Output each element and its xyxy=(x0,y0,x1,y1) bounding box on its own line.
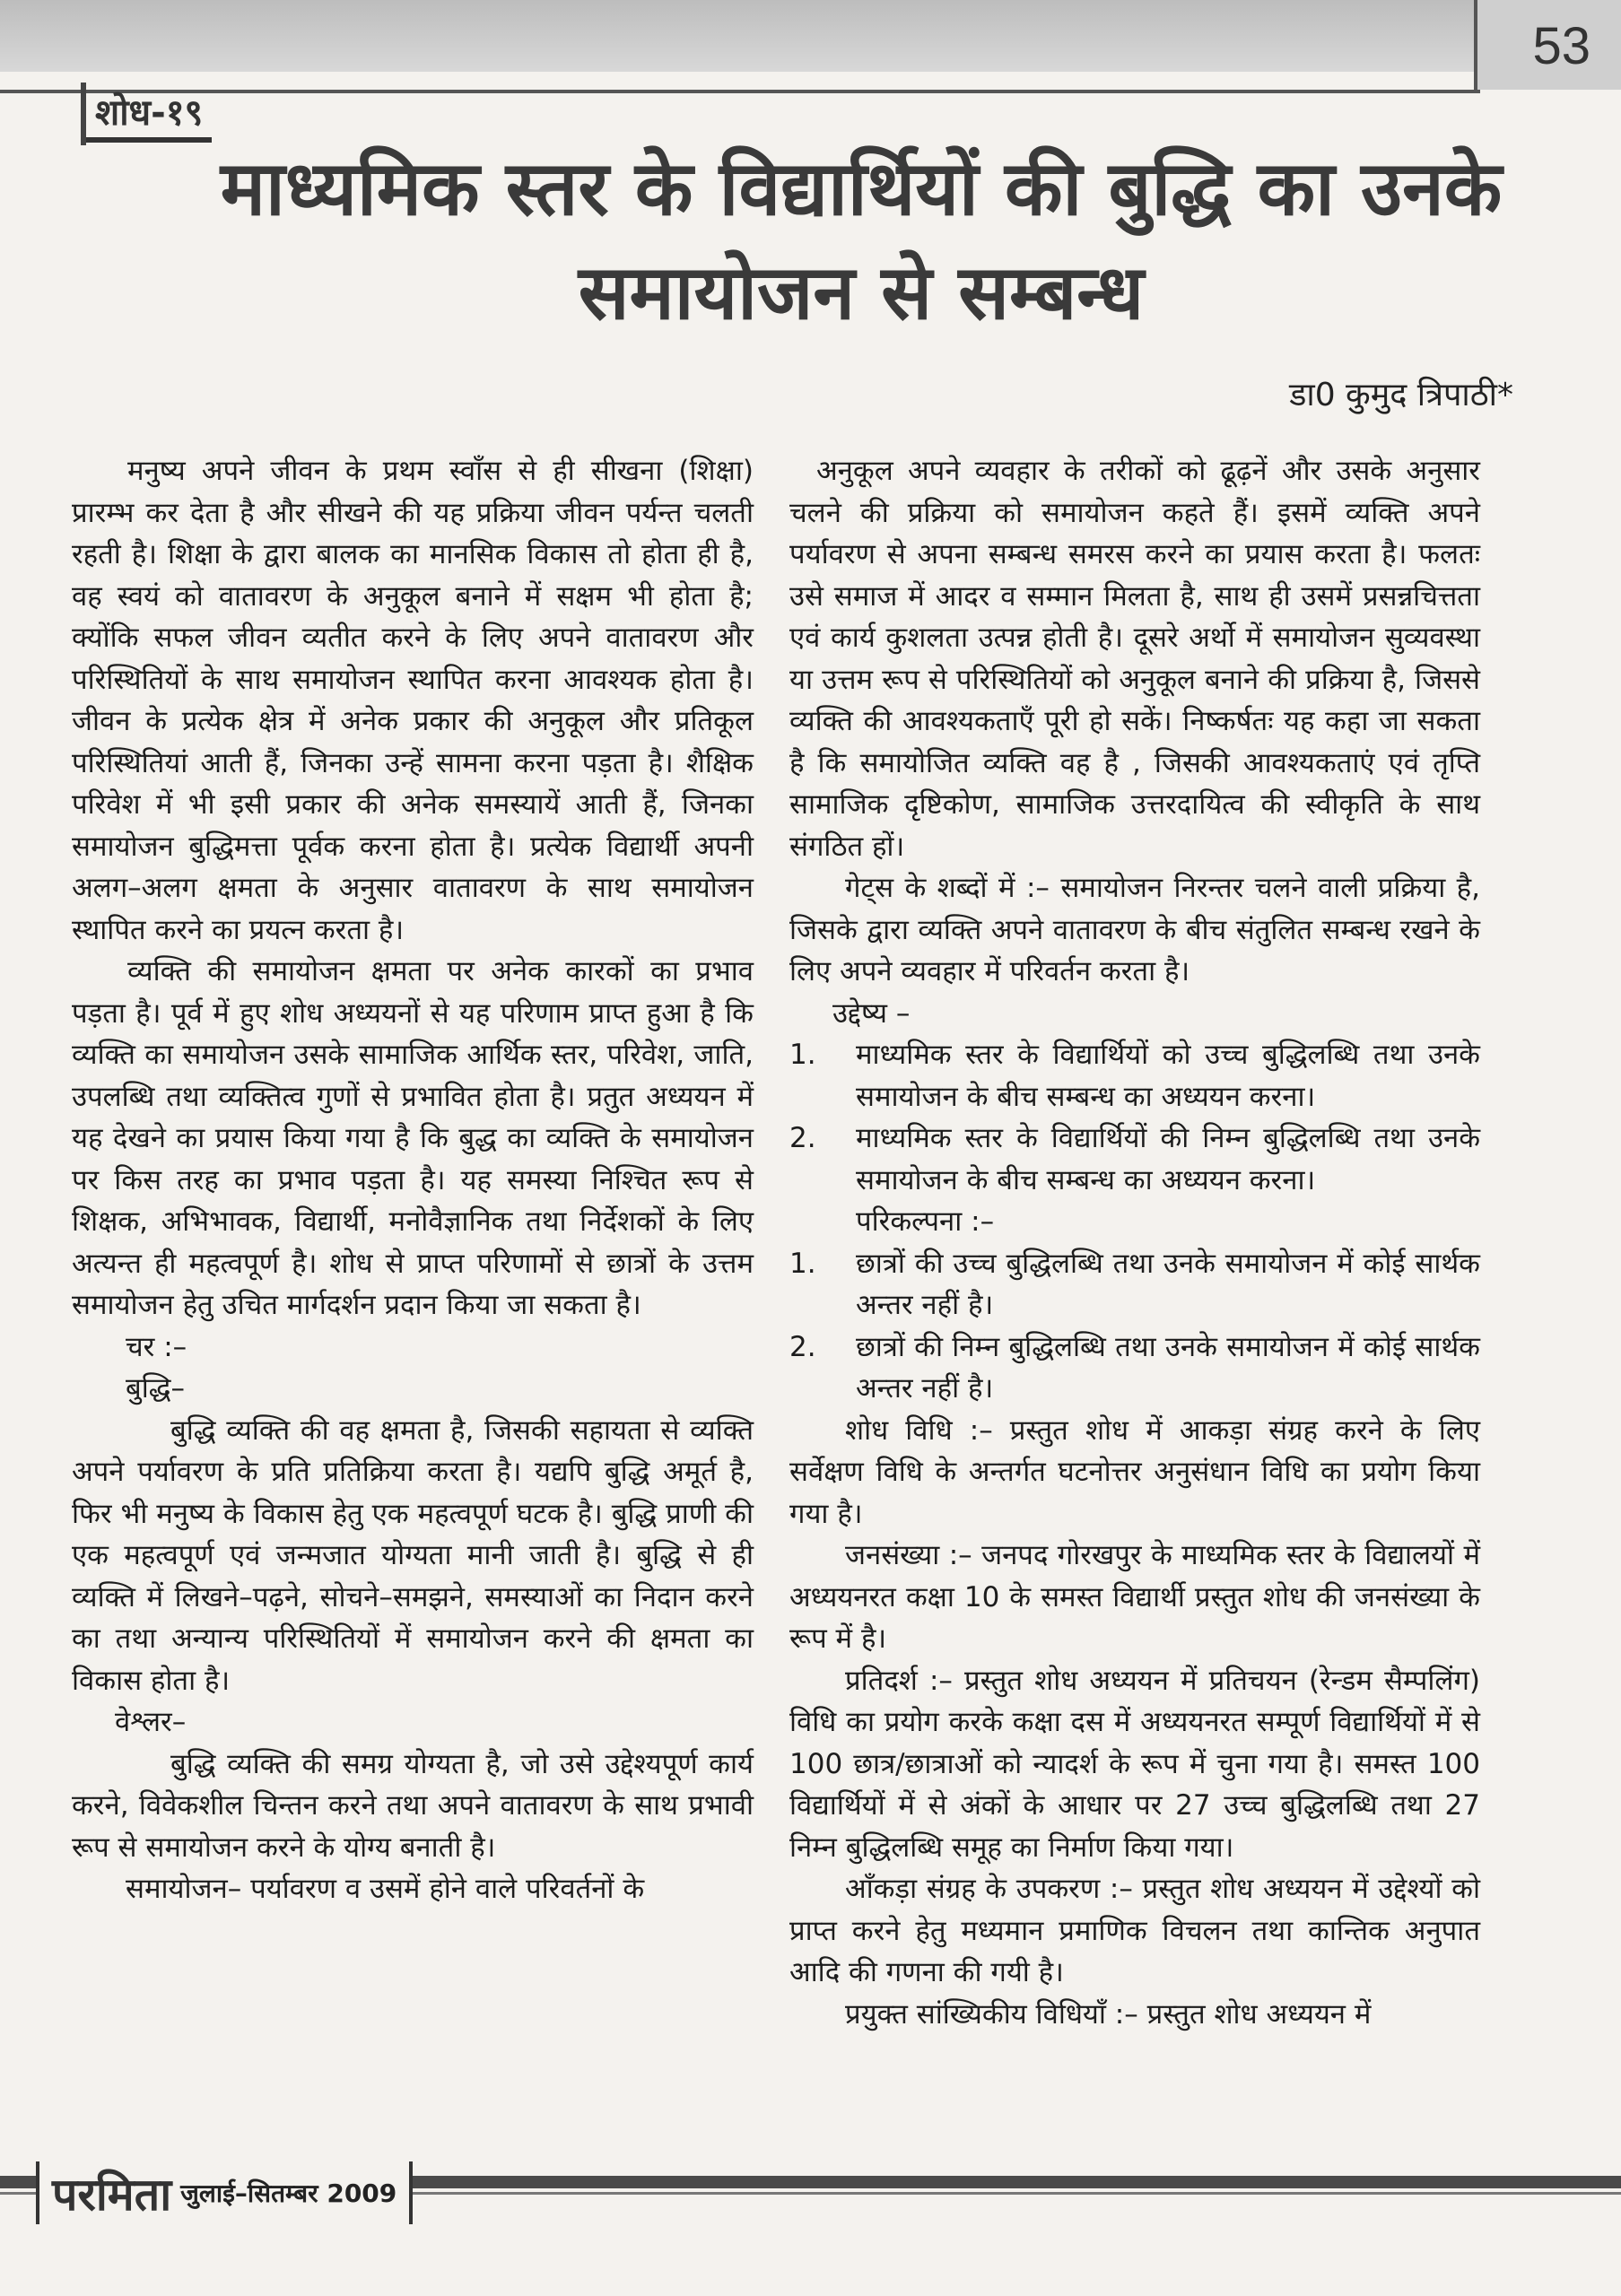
hypothesis-heading: परिकल्पना :– xyxy=(856,1205,995,1238)
variables-heading: चर :– xyxy=(126,1330,187,1363)
objective-number: 2. xyxy=(789,1122,816,1154)
objective-text: माध्यमिक स्तर के विद्यार्थियों की निम्न बुद्धिलब्धि तथा उनके समायोजन के बीच सम्बन्ध का अध्ययन करना। xyxy=(856,1122,1480,1196)
page-number-box xyxy=(1474,0,1621,90)
tools-paragraph: आँकड़ा संग्रह के उपकरण :– प्रस्तुत शोध अध्ययन में उद्देश्यों को प्राप्त करने हेतु मध्यमान प्रमाणिक विचलन तथा कान्तिक अनुपात आदि की गणना की गयी है। xyxy=(789,1873,1480,1988)
intro-paragraph: मनुष्य अपने जीवन के प्रथम स्वाँस से ही सीखना (शिक्षा) प्रारम्भ कर देता है और सीखने की यह प्रक्रिया जीवन पर्यन्त चलती रहती है। शिक्षा के द्वारा बालक का मानसिक विकास तो होता ही है, वह स्वयं को वातावरण के अनुकूल बनाने में सक्षम भी होता है; क्योंकि सफल जीवन व्यतीत करने के लिए अपने वातावरण और परिस्थितियों के साथ समायोजन स्थापित करना आवश्यक होता है। जीवन के प्रत्येक क्षेत्र में अनेक प्रकार की अनुकूल और प्रतिकूल परिस्थितियां आती हैं, जिनका उन्हें सामना करना पड़ता है। शैक्षिक परिवेश में भी इसी प्रकार की अनेक समस्यायें आती हैं, जिनका समायोजन बुद्धिमत्ता पूर्वक करना होता है। प्रत्येक विद्यार्थी अपनी अलग–अलग क्षमता के अनुसार वातावरण के साथ समायोजन स्थापित करने का प्रयत्न करता है। xyxy=(72,455,754,946)
objective-item xyxy=(789,1034,1480,1118)
wechsler-heading: वेश्लर– xyxy=(115,1706,187,1738)
hypothesis-number: 1. xyxy=(789,1247,816,1280)
method-paragraph: शोध विधि :– प्रस्तुत शोध में आकड़ा संग्रह करने के लिए सर्वेक्षण विधि के अन्तर्गत घटनोत्तर अनुसंधान विधि का प्रयोग किया गया है। xyxy=(789,1413,1480,1530)
footer xyxy=(36,2161,413,2224)
objective-number: 1. xyxy=(789,1039,816,1071)
page-number: 53 xyxy=(1532,17,1590,75)
article-title: माध्यमिक स्तर के विद्यार्थियों की बुद्धि का उनके समायोजन से सम्बन्ध xyxy=(220,144,1503,336)
objectives-heading: उद्देष्य – xyxy=(832,996,911,1030)
top-band xyxy=(0,0,1621,72)
adjustment-definition: समायोजन– पर्यावरण व उसमें होने वाले परिवर्तनों के xyxy=(126,1873,645,1905)
wechsler-definition: बुद्धि व्यक्ति की समग्र योग्यता है, जो उसे उद्देश्यपूर्ण कार्य करने, विवेकशील चिन्तन करने तथा अपने वातावरण के साथ प्रभावी रूप से समायोजन करने के योग्य बनाती है। xyxy=(72,1747,754,1864)
article-author: डा0 कुमुद त्रिपाठी* xyxy=(1289,377,1513,413)
journal-issue: जुलाई–सितम्बर 2009 xyxy=(180,2179,397,2208)
hypothesis-text: छात्रों की उच्च बुद्धिलब्धि तथा उनके समायोजन में कोई सार्थक अन्तर नहीं है। xyxy=(856,1247,1480,1321)
journal-logo: परमिता xyxy=(52,2169,172,2221)
hypothesis-item xyxy=(789,1243,1480,1326)
hypothesis-item xyxy=(789,1326,1480,1410)
sample-paragraph: प्रतिदर्श :– प्रस्तुत शोध अध्ययन में प्रतिचयन (रेन्डम सैम्पलिंग) विधि का प्रयोग करके कक्षा दस में अध्ययनरत सम्पूर्ण विद्यार्थियों में से 100 छात्र/छात्राओं को न्यादर्श के रूप में चुना गया है। समस्त 100 विद्यार्थियों में से अंकों के आधार पर 27 उच्च बुद्धिलब्धि तथा 27 निम्न बुद्धिलब्धि समूह का निर्माण किया गया। xyxy=(789,1664,1480,1864)
hypothesis-text: छात्रों की निम्न बुद्धिलब्धि तथा उनके समायोजन में कोई सार्थक अन्तर नहीं है। xyxy=(856,1330,1480,1405)
hypothesis-number: 2. xyxy=(789,1330,816,1363)
top-rule xyxy=(0,90,1480,93)
intelligence-definition: बुद्धि व्यक्ति की वह क्षमता है, जिसकी सहायता से व्यक्ति अपने पर्यावरण के प्रति प्रतिक्रिया करता है। यद्यपि बुद्धि अमूर्त है, फिर भी मनुष्य के विकास हेतु एक महत्वपूर्ण घटक है। बुद्धि प्राणी की एक महत्वपूर्ण एवं जन्मजात योग्यता मानी जाती है। बुद्धि से ही व्यक्ति में लिखने–पढ़ने, सोचने–समझने, समस्याओं का निदान करने का तथा अन्यान्य परिस्थितियों में समायोजन करने की क्षमता का विकास होता है। xyxy=(72,1413,754,1697)
gates-paragraph: गेट्स के शब्दों में :– समायोजन निरन्तर चलने वाली प्रक्रिया है, जिसके द्वारा व्यक्ति अपने वातावरण के बीच संतुलित सम्बन्ध रखने के लिए अपने व्यवहार में परिवर्तन करता है। xyxy=(789,872,1480,987)
adjustment-paragraph: अनुकूल अपने व्यवहार के तरीकों को ढूढ़नें और उसके अनुसार चलने की प्रक्रिया को समायोजन कहते हैं। इसमें व्यक्ति अपने पर्यावरण से अपना सम्बन्ध समरस करने का प्रयास करता है। फलतः उसे समाज में आदर व सम्मान मिलता है, साथ ही उसमें प्रसन्नचित्तता एवं कार्य कुशलता उत्पन्न होती है। दूसरे अर्थो में समायोजन सुव्यवस्था या उत्तम रूप से परिस्थितियों को अनुकूल बनाने की प्रक्रिया है, जिससे व्यक्ति की आवश्यकताएँ पूरी हो सकें। निष्कर्षतः यह कहा जा सकता है कि समायोजित व्यक्ति वह है , जिसकी आवश्यकताएं एवं तृप्ति सामाजिक दृष्टिकोण, सामाजिक उत्तरदायित्व की स्वीकृति के साथ संगठित हों। xyxy=(789,455,1480,863)
intelligence-heading: बुद्धि– xyxy=(126,1372,185,1405)
statistics-paragraph: प्रयुक्त सांख्यिकीय विधियाँ :– प्रस्तुत शोध अध्ययन में xyxy=(845,1997,1372,2031)
left-column xyxy=(72,450,754,1910)
population-paragraph: जनसंख्या :– जनपद गोरखपुर के माध्यमिक स्तर के विद्यालयों में अध्ययनरत कक्षा 10 के समस्त विद्यार्थी प्रस्तुत शोध की जनसंख्या के रूप में है। xyxy=(789,1539,1480,1655)
objective-text: माध्यमिक स्तर के विद्यार्थियों को उच्च बुद्धिलब्धि तथा उनके समायोजन के बीच सम्बन्ध का अध्ययन करना। xyxy=(856,1039,1480,1113)
right-column xyxy=(789,450,1480,2035)
factors-paragraph: व्यक्ति की समायोजन क्षमता पर अनेक कारकों का प्रभाव पड़ता है। पूर्व में हुए शोध अध्ययनों से यह परिणाम प्राप्त हुआ है कि व्यक्ति का समायोजन उसके सामाजिक आर्थिक स्तर, परिवेश, जाति, उपलब्धि तथा व्यक्तित्व गुणों से प्रभावित होता है। प्रतुत अध्ययन में यह देखने का प्रयास किया गया है कि बुद्ध का व्यक्ति के समायोजन पर किस तरह का प्रभाव पड़ता है। यह समस्या निश्चित रूप से शिक्षक, अभिभावक, विद्यार्थी, मनोवैज्ञानिक तथा निर्देशकों के लिए अत्यन्त ही महत्वपूर्ण है। शोध से प्राप्त परिणामों से छात्रों के उत्तम समायोजन हेतु उचित मार्गदर्शन प्रदान किया जा सकता है। xyxy=(72,955,754,1321)
objective-item xyxy=(789,1118,1480,1201)
section-tag: शोध-१९ xyxy=(86,86,212,143)
